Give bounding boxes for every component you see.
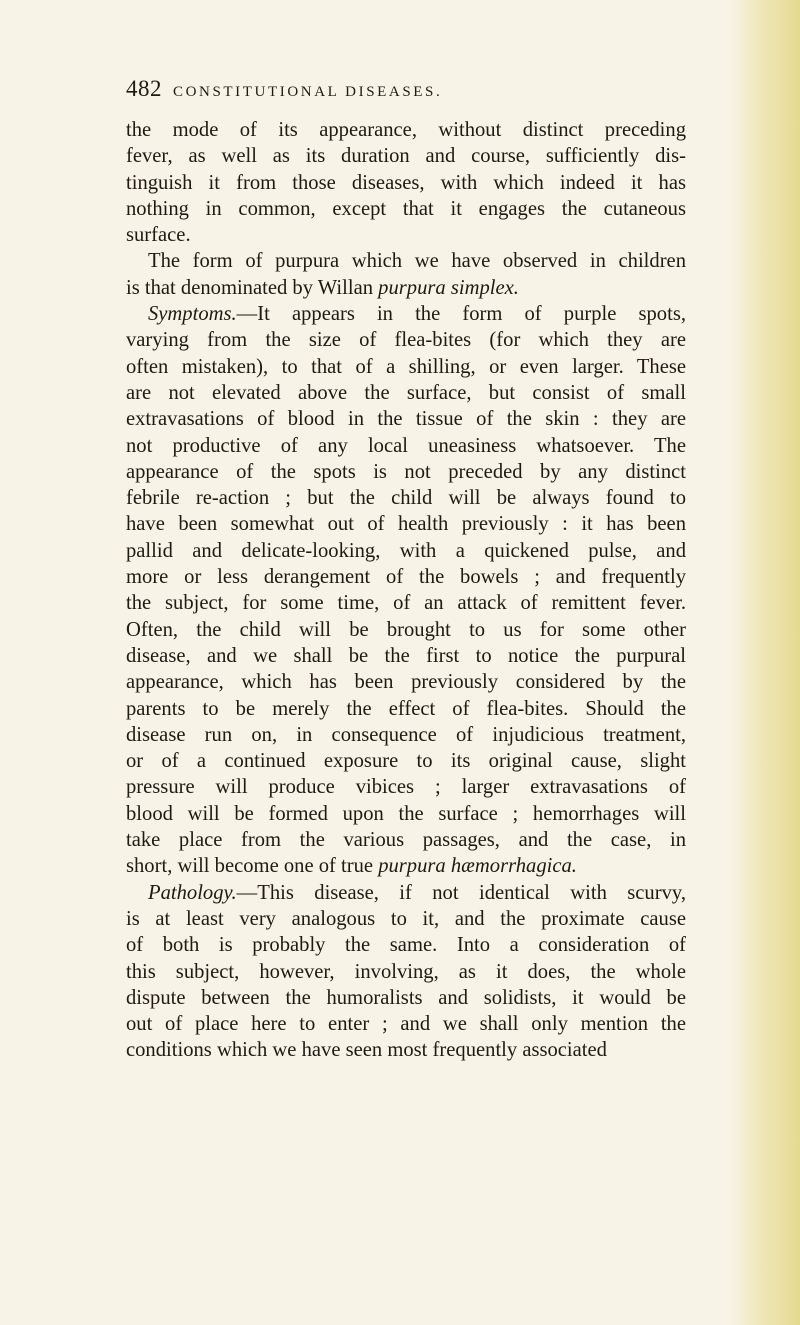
text-line: nothing in common, except that it engages the cutaneous — [126, 197, 686, 220]
text-line: tinguish it from those diseases, with which indeed it has — [126, 171, 686, 194]
text-line: take place from the various passages, and the case, in — [126, 829, 686, 852]
page-number: 482 — [126, 76, 162, 101]
text-line: of both is probably the same. Into a consideration of — [126, 934, 686, 957]
text-line — [126, 275, 686, 301]
page-edge-shading — [730, 0, 800, 1325]
text-line: parents to be merely the effect of flea-bites. Should the — [126, 697, 686, 720]
section-heading-pathology: Pathology. — [148, 881, 237, 904]
text-line: the subject, for some time, of an attack of remittent fever. — [126, 592, 686, 615]
text-line: dispute between the humoralists and solidists, it would be — [126, 986, 686, 1009]
text-line: fever, as well as its duration and course, sufficiently dis- — [126, 145, 686, 168]
text-run: is that denominated by Willan — [126, 276, 379, 299]
text-line: are not elevated above the surface, but consist of small — [126, 381, 686, 404]
text-line — [126, 301, 686, 327]
text-run: —This disease, if not identical with scurvy, — [236, 881, 686, 904]
text-line: appearance, which has been previously considered by the — [126, 671, 686, 694]
text-line: often mistaken), to that of a shilling, or even larger. These — [126, 355, 686, 378]
text-line: extravasations of blood in the tissue of the skin : they are — [126, 408, 686, 431]
text-run: —It appears in the form of purple spots, — [236, 303, 686, 326]
text-line: The form of purpura which we have observed in children — [148, 250, 686, 273]
text-line — [126, 880, 686, 906]
page-header — [126, 76, 686, 106]
text-line: pallid and delicate-looking, with a quickened pulse, and — [126, 539, 686, 562]
text-line: the mode of its appearance, without distinct preceding — [126, 119, 686, 141]
section-heading-symptoms: Symptoms. — [148, 303, 237, 326]
running-head: CONSTITUTIONAL DISEASES. — [173, 84, 443, 100]
text-line: Often, the child will be brought to us for some other — [126, 618, 686, 641]
text-line: this subject, however, involving, as it does, the whole — [126, 960, 686, 983]
text-line: appearance of the spots is not preceded by any distinct — [126, 460, 686, 483]
text-line: have been somewhat out of health previously : it has been — [126, 513, 686, 536]
body-text — [126, 117, 686, 1064]
text-line: pressure will produce vibices ; larger extravasations of — [126, 776, 686, 799]
text-line: or of a continued exposure to its original cause, slight — [126, 750, 686, 773]
text-line: blood will be formed upon the surface ; hemorrhages will — [126, 802, 686, 825]
text-line: varying from the size of flea-bites (for which they are — [126, 329, 686, 352]
italic-term-purpura-haemorrhagica: purpura hæmorrhagica. — [378, 855, 577, 878]
text-line: conditions which we have seen most frequently associated — [126, 1039, 607, 1062]
text-line: out of place here to enter ; and we shall only mention the — [126, 1013, 686, 1036]
text-line: not productive of any local uneasiness whatsoever. The — [126, 434, 686, 457]
text-line: is at least very analogous to it, and the proximate cause — [126, 907, 686, 930]
text-line: disease run on, in consequence of injudicious treatment, — [126, 723, 686, 746]
text-line — [126, 853, 686, 879]
text-line: more or less derangement of the bowels ; and frequently — [126, 566, 686, 589]
text-line: disease, and we shall be the first to notice the purpural — [126, 644, 686, 667]
text-line: febrile re-action ; but the child will be always found to — [126, 487, 686, 510]
text-line: surface. — [126, 224, 191, 247]
text-run: short, will become one of true — [126, 855, 379, 878]
italic-term-purpura-simplex: purpura simplex. — [378, 276, 519, 299]
